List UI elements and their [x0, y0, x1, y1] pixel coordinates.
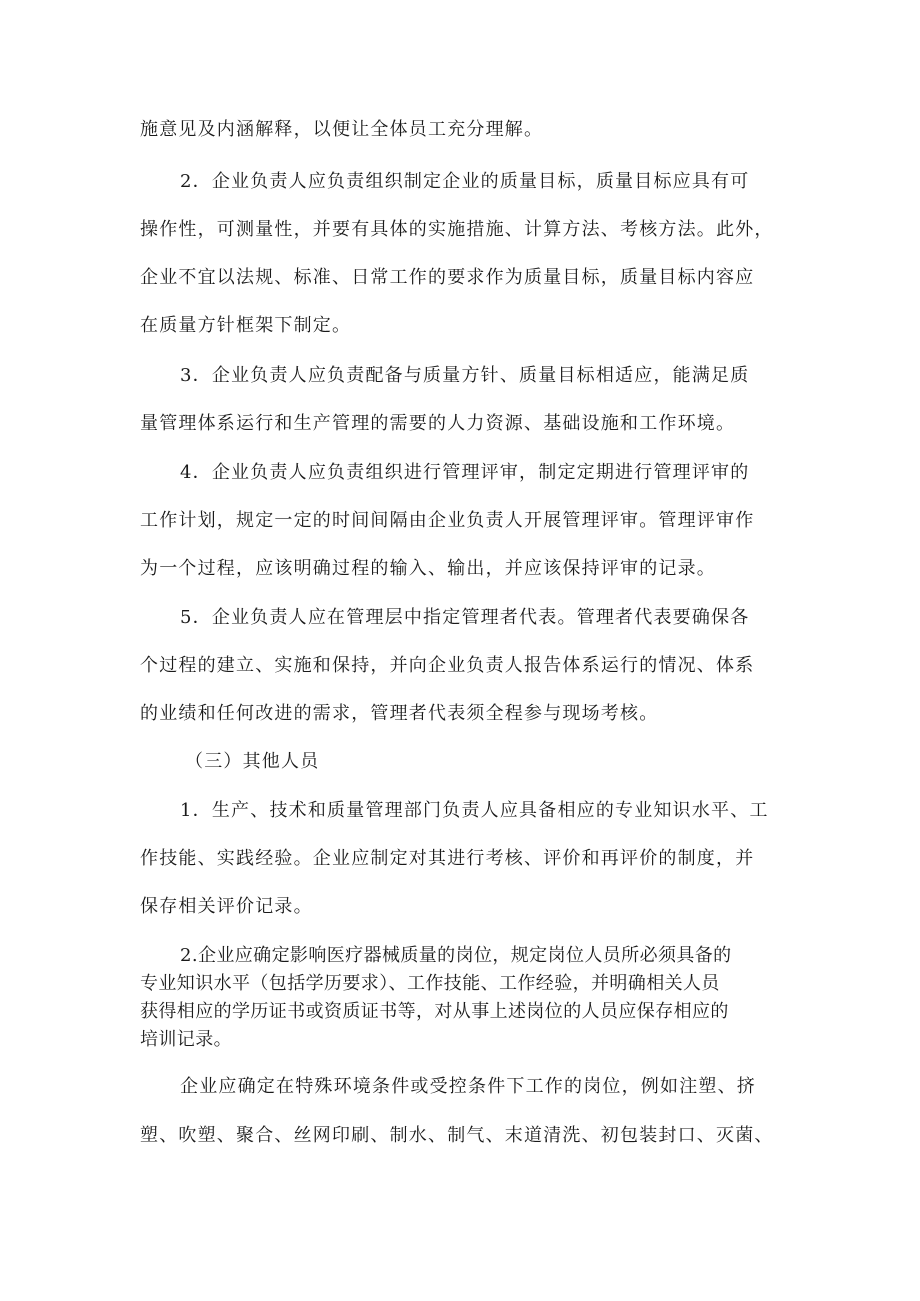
- text-line: 塑、吹塑、聚合、丝网印刷、制水、制气、末道清洗、初包装封口、灭菌、: [140, 1125, 774, 1146]
- text-line: 量管理体系运行和生产管理的需要的人力资源、基础设施和工作环境。: [140, 413, 736, 434]
- text-line: 操作性，可测量性，并要有具体的实施措施、计算方法、考核方法。此外，: [140, 219, 774, 240]
- text-line: 获得相应的学历证书或资质证书等，对从事上述岗位的人员应保存相应的: [140, 1001, 729, 1022]
- paragraph-other-1-line: 1．生产、技术和质量管理部门负责人应具备相应的专业知识水平、工: [180, 800, 769, 821]
- section-heading: （三）其他人员: [185, 751, 320, 772]
- text-line: 作技能、实践经验。企业应制定对其进行考核、评价和再评价的制度，并: [140, 848, 755, 869]
- text-line: 的业绩和任何改进的需求，管理者代表须全程参与现场考核。: [140, 703, 659, 724]
- paragraph-other-2-line: 2.企业应确定影响医疗器械质量的岗位，规定岗位人员所必须具备的: [180, 945, 732, 966]
- paragraph-2-line: 2．企业负责人应负责组织制定企业的质量目标，质量目标应具有可: [180, 171, 750, 192]
- text-line: 个过程的建立、实施和保持，并向企业负责人报告体系运行的情况、体系: [140, 655, 755, 676]
- paragraph-5-line: 5．企业负责人应在管理层中指定管理者代表。管理者代表要确保各: [180, 607, 750, 628]
- paragraph-3-line: 3．企业负责人应负责配备与质量方针、质量目标相适应，能满足质: [180, 365, 750, 386]
- text-line: 工作计划，规定一定的时间间隔由企业负责人开展管理评审。管理评审作: [140, 510, 755, 531]
- text-line: 施意见及内涵解释，以便让全体员工充分理解。: [140, 119, 544, 140]
- text-line: 企业不宜以法规、标准、日常工作的要求作为质量目标，质量目标内容应: [140, 267, 755, 288]
- text-line: 为一个过程，应该明确过程的输入、输出，并应该保持评审的记录。: [140, 558, 716, 579]
- text-line: 培训记录。: [140, 1029, 232, 1050]
- text-line: 专业知识水平（包括学历要求）、工作技能、工作经验，并明确相关人员: [140, 973, 720, 994]
- paragraph-special-line: 企业应确定在特殊环境条件或受控条件下工作的岗位，例如注塑、挤: [180, 1076, 756, 1097]
- text-line: 保存相关评价记录。: [140, 896, 313, 917]
- text-line: 在质量方针框架下制定。: [140, 315, 352, 336]
- paragraph-4-line: 4．企业负责人应负责组织进行管理评审，制定定期进行管理评审的: [180, 462, 750, 483]
